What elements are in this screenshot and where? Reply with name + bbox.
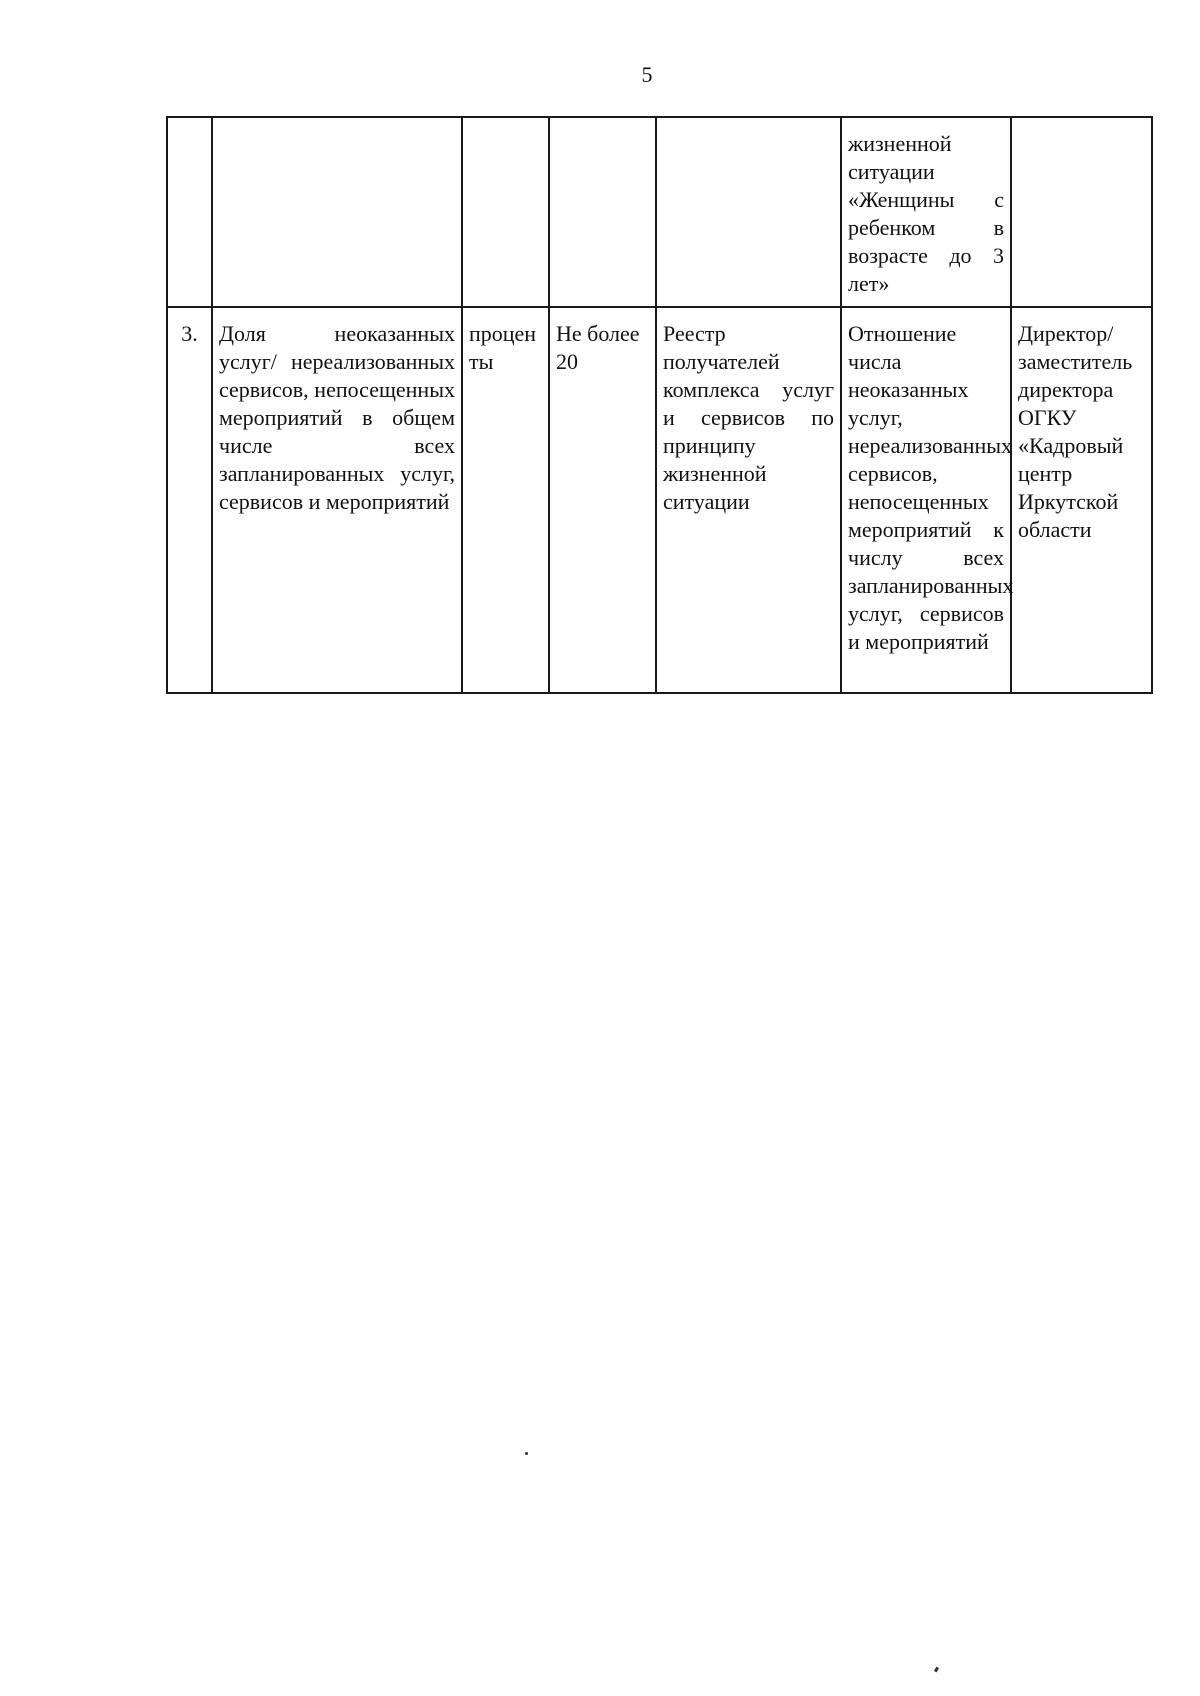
cell-indicator [212, 307, 462, 693]
cell-indicator-empty [212, 117, 462, 307]
cell-responsible [1011, 307, 1152, 693]
row-number: 3. [181, 321, 198, 346]
target-text: Не более 20 [556, 321, 640, 374]
cell-method-continued [841, 117, 1011, 307]
cell-number [167, 307, 212, 693]
method-text: Отношение числа неоказанных услуг, нереализованных сервисов, непосещенных мероприятий к числу всех запланированных услуг, сервисов и мероприятий [848, 321, 1014, 654]
table-row-continued [167, 117, 1152, 307]
cell-number-empty [167, 117, 212, 307]
source-text: Реестр получателей комплекса услуг и сервисов по принципу жизненной ситуации [663, 321, 834, 514]
cell-source [656, 307, 841, 693]
scan-speck [934, 1667, 939, 1673]
indicators-table [166, 116, 1153, 694]
cell-target-empty [549, 117, 656, 307]
cell-target [549, 307, 656, 693]
scan-speck [525, 1452, 528, 1455]
cell-unit-empty [462, 117, 549, 307]
unit-text: процен ты [469, 321, 537, 374]
cell-responsible-empty [1011, 117, 1152, 307]
responsible-text: Директор/ заместитель директора ОГКУ «Кадровый центр Иркутской области [1018, 321, 1133, 542]
table-row-3 [167, 307, 1152, 693]
cell-method [841, 307, 1014, 693]
cell-unit [462, 307, 549, 693]
method-continued-text: жизненной ситуации «Женщины с ребенком в возрасте до 3 лет» [848, 131, 1004, 296]
page-number: 5 [641, 62, 653, 87]
indicator-text: Доля неоказанных услуг/ нереализованных сервисов, непосещенных мероприятий в общем числе всех запланированных услуг, сервисов и мероприятий [219, 321, 455, 514]
cell-source-empty [656, 117, 841, 307]
